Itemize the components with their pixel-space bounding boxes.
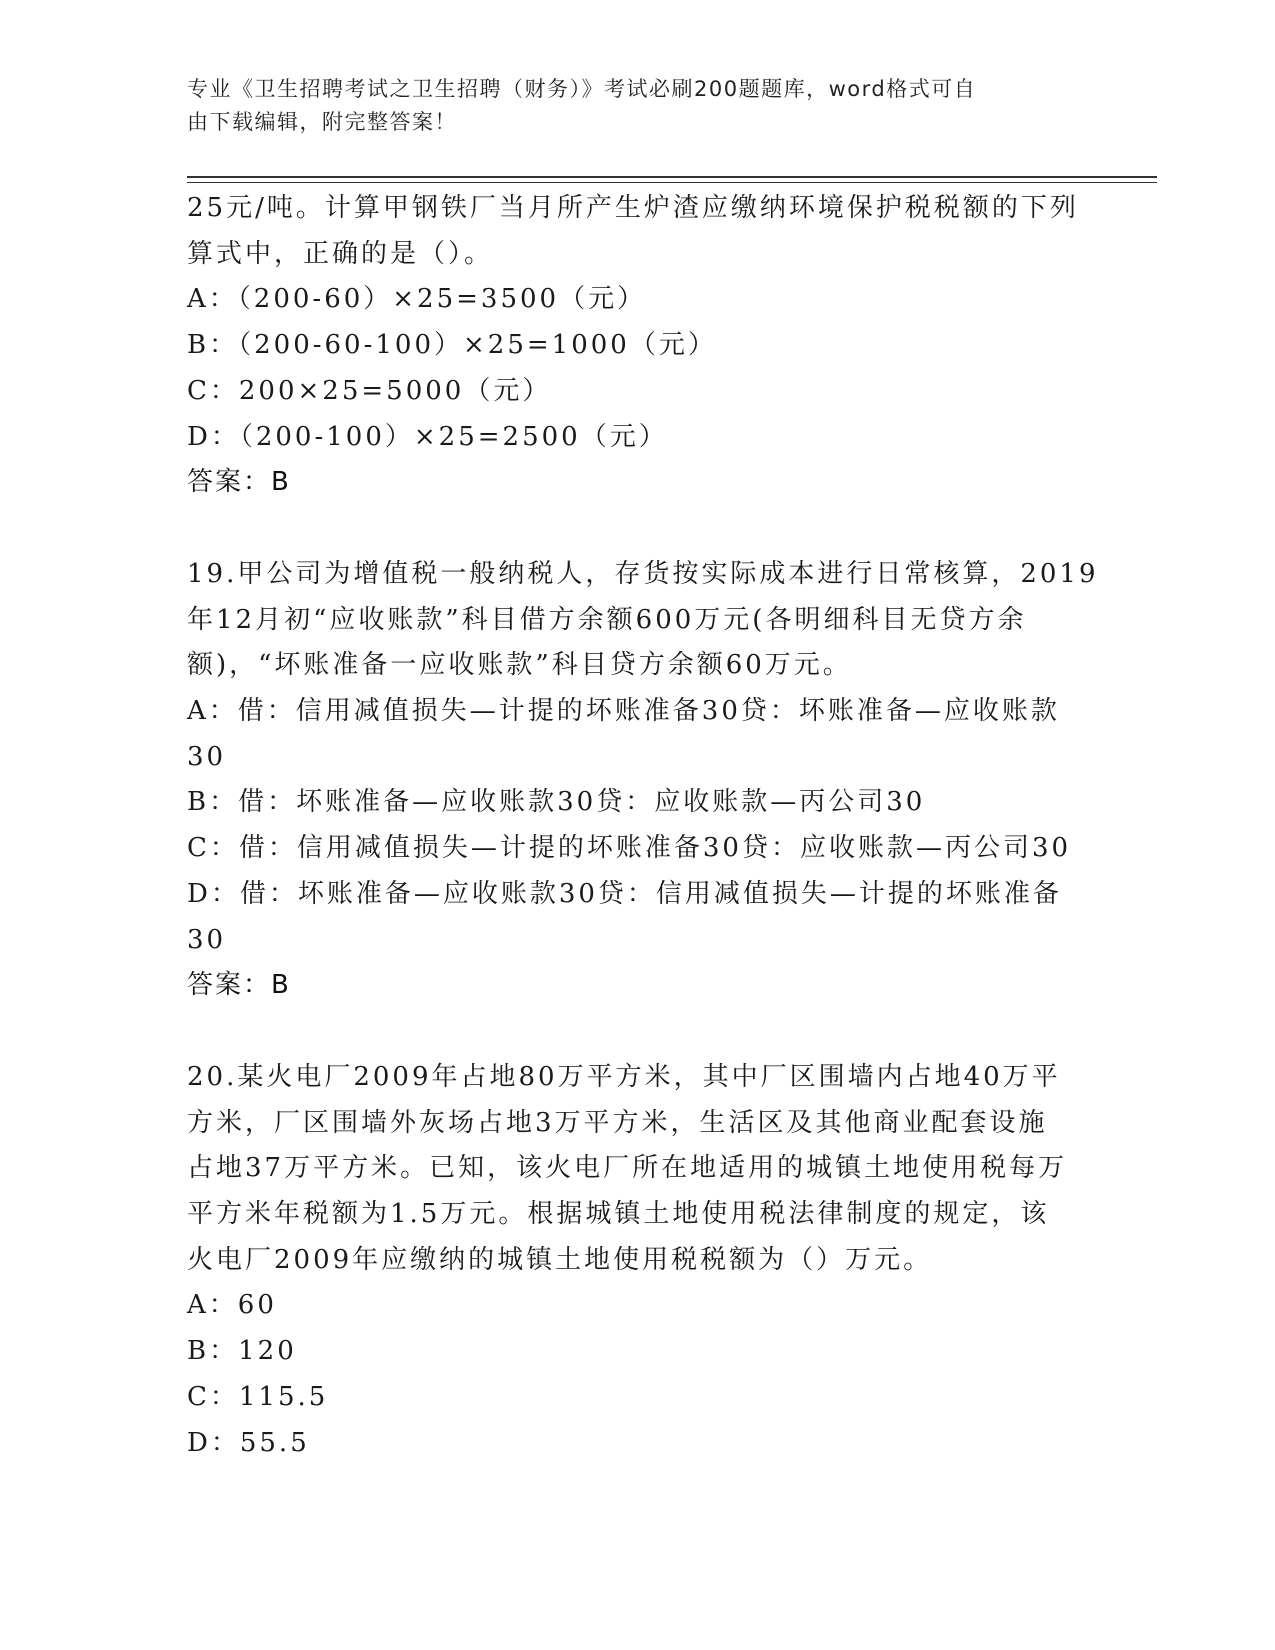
option-c: C：115.5 (187, 1381, 329, 1412)
question-stem-line: 占地37万平方米。已知，该火电厂所在地适用的城镇土地使用税每万 (187, 1153, 1068, 1184)
option-a-continuation: 30 (187, 741, 227, 772)
question-stem-line: 方米，厂区围墙外灰场占地3万平方米，生活区及其他商业配套设施 (187, 1107, 1048, 1138)
spacer (187, 506, 1087, 552)
option-b: B：（200-60-100）×25=1000（元） (187, 330, 717, 361)
header-line-2: 由下载编辑，附完整答案！ (187, 110, 457, 134)
option-d: D：借：坏账准备—应收账款30贷：信用减值损失—计提的坏账准备 (187, 878, 1062, 909)
question-stem-line: 25元/吨。计算甲钢铁厂当月所产生炉渣应缴纳环境保护税税额的下列 (187, 193, 1079, 223)
answer-label: 答案：B (187, 467, 291, 498)
question-19 (187, 552, 1099, 1009)
option-a: A：（200-60）×25=3500（元） (187, 284, 647, 315)
question-stem-line: 火电厂2009年应缴纳的城镇土地使用税税额为（）万元。 (187, 1244, 933, 1275)
option-d-continuation: 30 (187, 924, 227, 955)
document-body (187, 186, 1099, 1466)
question-20 (187, 1055, 1087, 1466)
question-stem-line: 平方米年税额为1.5万元。根据城镇土地使用税法律制度的规定，该 (187, 1199, 1050, 1230)
option-b: B：借：坏账准备—应收账款30贷：应收账款—丙公司30 (187, 787, 926, 818)
question-18 (187, 186, 1087, 506)
option-c: C：借：信用减值损失—计提的坏账准备30贷：应收账款—丙公司30 (187, 833, 1072, 864)
option-d: D：55.5 (187, 1427, 310, 1458)
header-line-1: 专业《卫生招聘考试之卫生招聘（财务）》考试必刷200题题库，word格式可自 (187, 77, 977, 101)
option-b: B：120 (187, 1336, 297, 1367)
answer-label: 答案：B (187, 970, 291, 1001)
document-header (187, 73, 1087, 139)
question-stem-line: 19.甲公司为增值税一般纳税人，存货按实际成本进行日常核算，2019 (187, 558, 1099, 589)
question-stem-line: 年12月初“应收账款”科目借方余额600万元(各明细科目无贷方余 (187, 604, 1027, 635)
option-d: D：（200-100）×25=2500（元） (187, 421, 668, 452)
question-stem-line: 额)，“坏账准备一应收账款”科目贷方余额60万元。 (187, 650, 852, 681)
header-rule-thick (187, 176, 1157, 178)
option-a: A：60 (187, 1290, 277, 1321)
option-c: C：200×25=5000（元） (187, 375, 552, 406)
option-a: A：借：信用减值损失—计提的坏账准备30贷：坏账准备—应收账款 (187, 696, 1060, 727)
question-stem-line: 算式中，正确的是（）。 (187, 238, 494, 269)
spacer (187, 1009, 1087, 1055)
header-rule-thin (187, 182, 1157, 183)
question-stem-line: 20.某火电厂2009年占地80万平方米，其中厂区围墙内占地40万平 (187, 1061, 1061, 1092)
